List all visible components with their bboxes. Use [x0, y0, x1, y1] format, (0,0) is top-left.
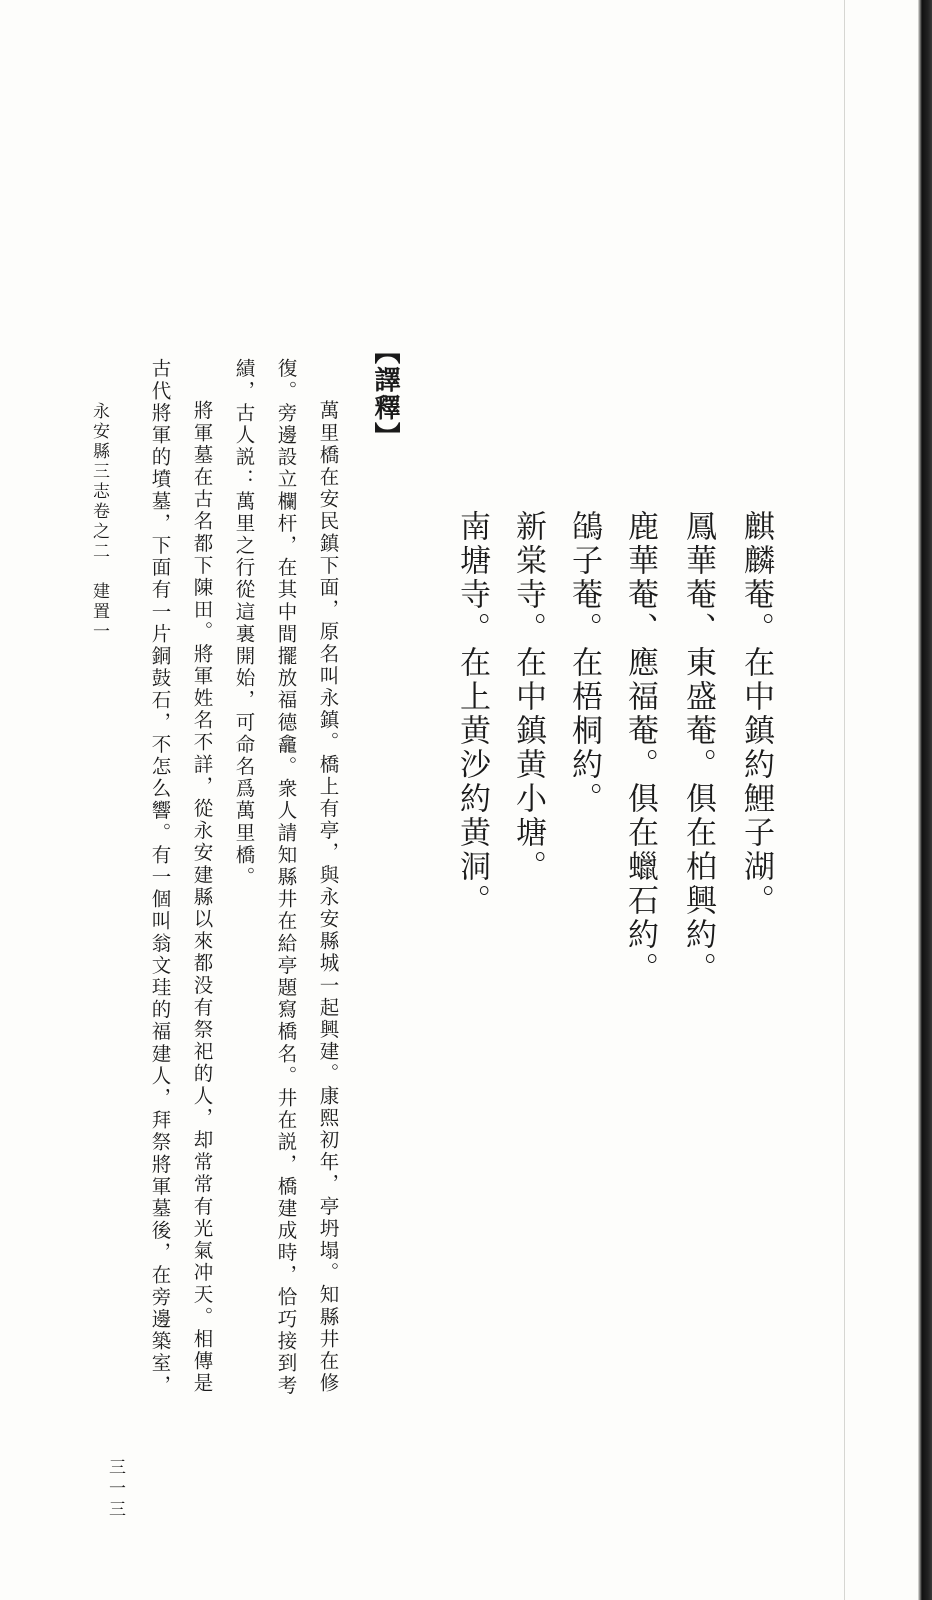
page-number: 三一三	[105, 1458, 125, 1521]
running-title: 永安縣三志卷之二 建置一	[89, 402, 109, 642]
translation-line: 萬里橋在安民鎮下面，原名叫永鎮。橋上有亭，與永安縣城一起興建。康熙初年，亭坍塌。知縣井在修	[316, 400, 340, 1395]
entry-xintang: 新棠寺。在中鎮黄小塘。	[510, 510, 546, 884]
page-edge-line	[844, 0, 845, 1600]
translation-line: 復。旁邊設立欄杆，在其中間擺放福德龕。衆人請知縣井在給亭題寫橋名。井在説，橋建成時，恰巧接到考	[274, 358, 298, 1397]
entry-fenghua: 鳳華菴、東盛菴。俱在柏興約。	[680, 510, 716, 986]
translation-line: 古代將軍的墳墓，下面有一片銅鼓石，不怎么響。有一個叫翁文珪的福建人，拜祭將軍墓後，在旁邊築室，	[148, 358, 172, 1397]
section-heading: 【譯釋】	[370, 338, 400, 450]
entry-nantang: 南塘寺。在上黄沙約黄洞。	[454, 510, 490, 918]
entry-zizi: 鵮子菴。在梧桐約。	[566, 510, 602, 816]
entry-luhua: 鹿華菴、應福菴。俱在蠟石約。	[622, 510, 658, 986]
translation-line: 績，古人説：萬里之行從這裏開始，可命名爲萬里橋。	[232, 358, 256, 889]
page-binding-edge	[918, 0, 932, 1600]
entry-qilin: 麒麟菴。在中鎮約鯉子湖。	[738, 510, 774, 918]
translation-line: 將軍墓在古名都下陳田。將軍姓名不詳，從永安建縣以來都没有祭祀的人，却常常有光氣冲天。相傳是	[190, 400, 214, 1395]
